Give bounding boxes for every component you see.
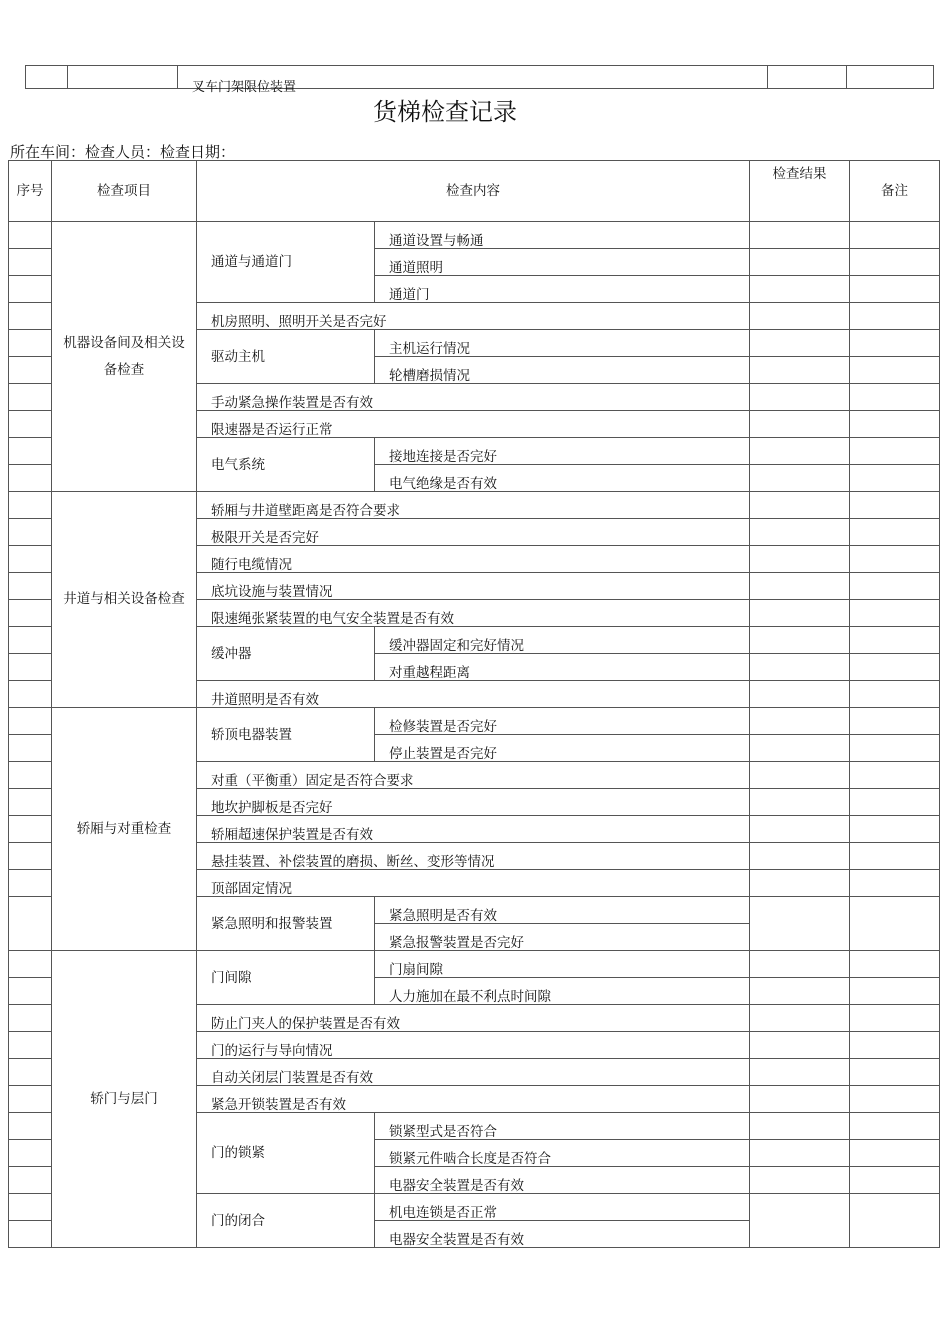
remark-cell[interactable] [850, 411, 940, 438]
content-cell: 限速绳张紧装置的电气安全装置是否有效 [197, 600, 750, 627]
group-gap: 门间隙 [197, 951, 375, 1005]
group-drive: 驱动主机 [197, 330, 375, 384]
content-cell: 对重（平衡重）固定是否符合要求 [197, 762, 750, 789]
remark-cell[interactable] [850, 357, 940, 384]
seq-cell[interactable] [9, 276, 52, 303]
result-cell[interactable] [750, 249, 850, 276]
result-cell[interactable] [750, 1059, 850, 1086]
result-cell[interactable] [750, 276, 850, 303]
seq-cell[interactable] [9, 573, 52, 600]
remark-cell[interactable] [850, 816, 940, 843]
result-cell[interactable] [750, 546, 850, 573]
meta-line: 所在车间：检查人员：检查日期： [10, 143, 236, 161]
result-cell[interactable] [750, 789, 850, 816]
remark-cell[interactable] [850, 627, 940, 654]
seq-cell[interactable] [9, 951, 52, 978]
remark-cell[interactable] [850, 465, 940, 492]
remark-cell[interactable] [850, 897, 940, 951]
content-cell: 顶部固定情况 [197, 870, 750, 897]
table-row [9, 708, 940, 735]
content-cell: 紧急照明是否有效 [375, 897, 750, 924]
header-item: 检查项目 [52, 161, 197, 222]
content-cell: 停止装置是否完好 [375, 735, 750, 762]
remark-cell[interactable] [850, 492, 940, 519]
remark-cell[interactable] [850, 600, 940, 627]
result-cell[interactable] [750, 1005, 850, 1032]
remark-cell[interactable] [850, 222, 940, 249]
remark-cell[interactable] [850, 843, 940, 870]
result-cell[interactable] [750, 1194, 850, 1248]
group-electrical: 电气系统 [197, 438, 375, 492]
content-cell: 电器安全装置是否有效 [375, 1167, 750, 1194]
page-title: 货梯检查记录 [373, 98, 517, 126]
result-cell[interactable] [750, 681, 850, 708]
result-cell[interactable] [750, 438, 850, 465]
seq-cell[interactable] [9, 627, 52, 654]
remark-cell[interactable] [850, 978, 940, 1005]
result-cell[interactable] [750, 465, 850, 492]
result-cell[interactable] [750, 627, 850, 654]
content-cell: 机房照明、照明开关是否完好 [197, 303, 750, 330]
remark-cell[interactable] [850, 303, 940, 330]
seq-cell[interactable] [9, 735, 52, 762]
seq-cell[interactable] [9, 654, 52, 681]
seq-cell[interactable] [9, 897, 52, 951]
remark-cell[interactable] [850, 789, 940, 816]
remark-cell[interactable] [850, 951, 940, 978]
result-cell[interactable] [750, 384, 850, 411]
header-result: 检查结果 [750, 161, 850, 222]
group-passage: 通道与通道门 [197, 222, 375, 303]
content-cell: 电气绝缘是否有效 [375, 465, 750, 492]
remark-cell[interactable] [850, 762, 940, 789]
result-cell[interactable] [750, 330, 850, 357]
remark-cell[interactable] [850, 1086, 940, 1113]
result-cell[interactable] [750, 357, 850, 384]
remark-cell[interactable] [850, 735, 940, 762]
seq-cell[interactable] [9, 843, 52, 870]
header-row [9, 161, 940, 222]
seq-cell[interactable] [9, 357, 52, 384]
remark-cell[interactable] [850, 546, 940, 573]
remark-cell[interactable] [850, 1194, 940, 1248]
content-cell: 对重越程距离 [375, 654, 750, 681]
group-buffer: 缓冲器 [197, 627, 375, 681]
top-cell-content [178, 66, 768, 95]
content-cell: 机电连锁是否正常 [375, 1194, 750, 1221]
top-cell-item [68, 66, 178, 89]
table-row [9, 492, 940, 519]
result-cell[interactable] [750, 816, 850, 843]
content-cell: 通道照明 [375, 249, 750, 276]
seq-cell[interactable] [9, 600, 52, 627]
result-cell[interactable] [750, 492, 850, 519]
seq-cell[interactable] [9, 384, 52, 411]
seq-cell[interactable] [9, 1032, 52, 1059]
seq-cell[interactable] [9, 222, 52, 249]
seq-cell[interactable] [9, 249, 52, 276]
remark-cell[interactable] [850, 1005, 940, 1032]
seq-cell[interactable] [9, 870, 52, 897]
content-cell: 轿厢超速保护装置是否有效 [197, 816, 750, 843]
result-cell[interactable] [750, 978, 850, 1005]
remark-cell[interactable] [850, 384, 940, 411]
content-cell: 接地连接是否完好 [375, 438, 750, 465]
seq-cell[interactable] [9, 519, 52, 546]
seq-cell[interactable] [9, 1221, 52, 1248]
result-cell[interactable] [750, 1113, 850, 1140]
seq-cell[interactable] [9, 492, 52, 519]
content-cell: 悬挂装置、补偿装置的磨损、断丝、变形等情况 [197, 843, 750, 870]
seq-cell[interactable] [9, 816, 52, 843]
content-cell: 通道门 [375, 276, 750, 303]
seq-cell[interactable] [9, 681, 52, 708]
seq-cell[interactable] [9, 1059, 52, 1086]
content-cell: 通道设置与畅通 [375, 222, 750, 249]
result-cell[interactable] [750, 411, 850, 438]
header-seq: 序号 [9, 161, 52, 222]
remark-cell[interactable] [850, 573, 940, 600]
category-shaft: 井道与相关设备检查 [52, 492, 197, 708]
result-cell[interactable] [750, 600, 850, 627]
result-cell[interactable] [750, 654, 850, 681]
top-fragment-table [25, 65, 934, 95]
remark-cell[interactable] [850, 681, 940, 708]
content-cell: 检修装置是否完好 [375, 708, 750, 735]
remark-cell[interactable] [850, 870, 940, 897]
seq-cell[interactable] [9, 438, 52, 465]
remark-cell[interactable] [850, 276, 940, 303]
group-locking: 门的锁紧 [197, 1113, 375, 1194]
content-cell: 紧急报警装置是否完好 [375, 924, 750, 951]
result-cell[interactable] [750, 1032, 850, 1059]
table-row [9, 951, 940, 978]
seq-cell[interactable] [9, 789, 52, 816]
result-cell[interactable] [750, 762, 850, 789]
group-closing: 门的闭合 [197, 1194, 375, 1248]
result-cell[interactable] [750, 303, 850, 330]
remark-cell[interactable] [850, 519, 940, 546]
remark-cell[interactable] [850, 1059, 940, 1086]
seq-cell[interactable] [9, 303, 52, 330]
content-cell: 自动关闭层门装置是否有效 [197, 1059, 750, 1086]
result-cell[interactable] [750, 573, 850, 600]
content-cell: 防止门夹人的保护装置是否有效 [197, 1005, 750, 1032]
table-row [9, 222, 940, 249]
content-cell: 极限开关是否完好 [197, 519, 750, 546]
content-cell: 限速器是否运行正常 [197, 411, 750, 438]
seq-cell[interactable] [9, 762, 52, 789]
header-content: 检查内容 [197, 161, 750, 222]
content-cell: 门的运行与导向情况 [197, 1032, 750, 1059]
remark-cell[interactable] [850, 1032, 940, 1059]
header-remark: 备注 [850, 161, 940, 222]
seq-cell[interactable] [9, 1086, 52, 1113]
seq-cell[interactable] [9, 978, 52, 1005]
inspection-table [8, 160, 940, 1248]
remark-cell[interactable] [850, 330, 940, 357]
content-cell: 轮槽磨损情况 [375, 357, 750, 384]
seq-cell[interactable] [9, 1005, 52, 1032]
result-cell[interactable] [750, 951, 850, 978]
seq-cell[interactable] [9, 1113, 52, 1140]
content-cell: 缓冲器固定和完好情况 [375, 627, 750, 654]
seq-cell[interactable] [9, 1140, 52, 1167]
top-row-label: 叉车门架限位装置 [192, 80, 297, 95]
remark-cell[interactable] [850, 1167, 940, 1194]
content-cell: 门扇间隙 [375, 951, 750, 978]
seq-cell[interactable] [9, 1194, 52, 1221]
top-fragment-row [26, 66, 934, 89]
seq-cell[interactable] [9, 1167, 52, 1194]
content-cell: 底坑设施与装置情况 [197, 573, 750, 600]
content-cell: 紧急开锁装置是否有效 [197, 1086, 750, 1113]
result-cell[interactable] [750, 1167, 850, 1194]
result-cell[interactable] [750, 222, 850, 249]
content-cell: 主机运行情况 [375, 330, 750, 357]
content-cell: 电器安全装置是否有效 [375, 1221, 750, 1248]
content-cell: 随行电缆情况 [197, 546, 750, 573]
seq-cell[interactable] [9, 465, 52, 492]
remark-cell[interactable] [850, 654, 940, 681]
category-doors: 轿门与层门 [52, 951, 197, 1248]
content-cell: 轿厢与井道壁距离是否符合要求 [197, 492, 750, 519]
seq-cell[interactable] [9, 411, 52, 438]
group-top-electrical: 轿顶电器装置 [197, 708, 375, 762]
remark-cell[interactable] [850, 1113, 940, 1140]
seq-cell[interactable] [9, 330, 52, 357]
result-cell[interactable] [750, 843, 850, 870]
content-cell: 锁紧元件啮合长度是否符合 [375, 1140, 750, 1167]
result-cell[interactable] [750, 708, 850, 735]
seq-cell[interactable] [9, 546, 52, 573]
remark-cell[interactable] [850, 438, 940, 465]
result-cell[interactable] [750, 1086, 850, 1113]
group-emergency: 紧急照明和报警装置 [197, 897, 375, 951]
seq-cell[interactable] [9, 708, 52, 735]
remark-cell[interactable] [850, 249, 940, 276]
category-machine-room: 机器设备间及相关设备检查 [52, 222, 197, 492]
result-cell[interactable] [750, 897, 850, 951]
result-cell[interactable] [750, 735, 850, 762]
top-cell-remark [847, 66, 934, 89]
content-cell: 手动紧急操作装置是否有效 [197, 384, 750, 411]
content-cell: 井道照明是否有效 [197, 681, 750, 708]
top-cell-seq [26, 66, 68, 89]
top-cell-result [768, 66, 847, 89]
category-car: 轿厢与对重检查 [52, 708, 197, 951]
content-cell: 锁紧型式是否符合 [375, 1113, 750, 1140]
remark-cell[interactable] [850, 1140, 940, 1167]
remark-cell[interactable] [850, 708, 940, 735]
result-cell[interactable] [750, 519, 850, 546]
content-cell: 地坎护脚板是否完好 [197, 789, 750, 816]
content-cell: 人力施加在最不利点时间隙 [375, 978, 750, 1005]
result-cell[interactable] [750, 870, 850, 897]
result-cell[interactable] [750, 1140, 850, 1167]
